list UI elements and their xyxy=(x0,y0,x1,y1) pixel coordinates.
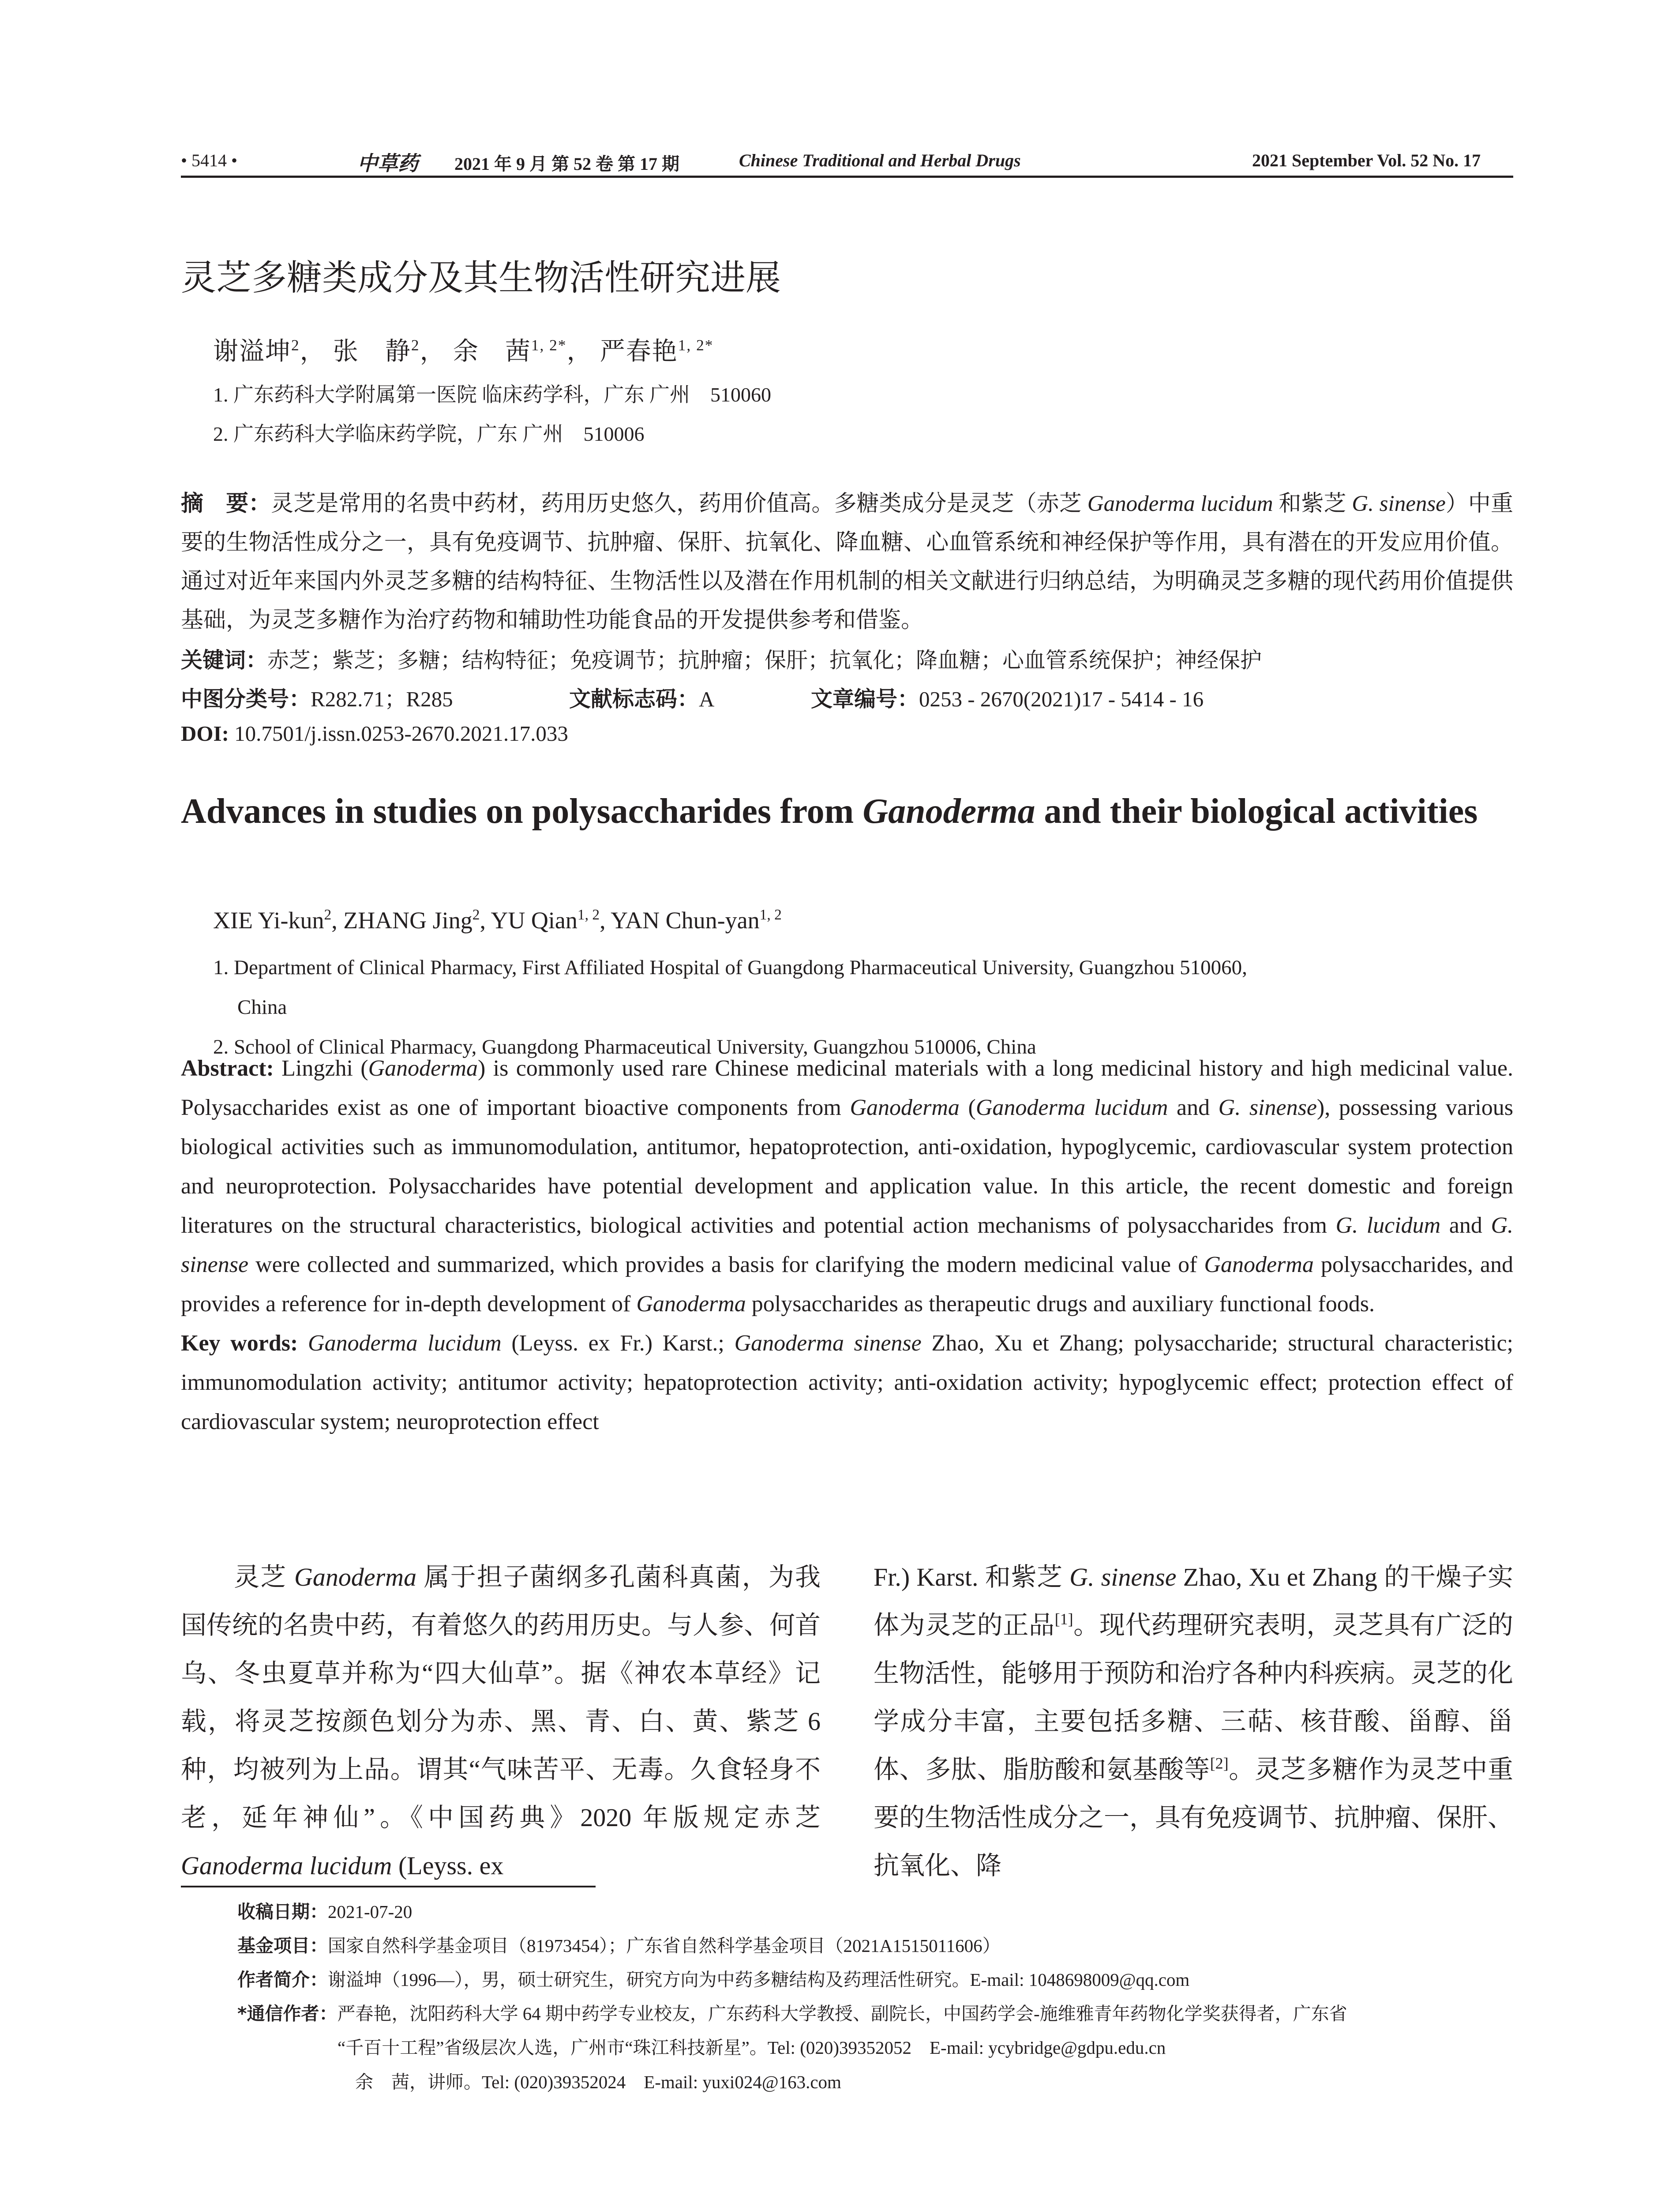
en-keywords-label: Key words: xyxy=(181,1331,298,1356)
page-number: • 5414 • xyxy=(181,150,238,170)
species-name: Ganoderma xyxy=(294,1563,417,1591)
cn-abstract-label: 摘 要： xyxy=(181,491,271,517)
body-column-left xyxy=(181,1553,821,1890)
en-author-sup: 1, 2 xyxy=(577,906,600,923)
en-abstract-text: polysaccharides, and provides a reference for in-depth development of xyxy=(181,1252,1513,1317)
issue-en: 2021 September Vol. 52 No. 17 xyxy=(1252,150,1481,170)
cn-author-sup: 2 xyxy=(291,336,300,354)
cn-affiliation-2: 2. 广东药科大学临床药学院，广东 广州 510006 xyxy=(213,423,645,445)
footnote-label: 基金项目： xyxy=(237,1935,328,1956)
en-abstract-text: Lingzhi ( xyxy=(274,1056,368,1081)
footnote-label: 收稿日期： xyxy=(237,1901,328,1922)
body-text: 属于担子菌纲多孔菌科真菌，为我国传统的名贵中药，有着悠久的药用历史。与人参、何首乌、冬虫夏草并称为“四大仙草”。据《神农本草经》记载，将灵芝按颜色划分为赤、黑、青、白、黄、紫芝 6 种，均被列为上品。谓其“气味苦平、无毒。久食轻身不老，延年神仙”。《中国药典》2020 年版规定赤芝 xyxy=(181,1563,821,1832)
article-no-label: 文章编号： xyxy=(811,687,919,712)
body-text: Fr.) Karst. 和紫芝 xyxy=(874,1563,1070,1591)
species-name: G. lucidum xyxy=(1335,1213,1441,1238)
citation-ref[interactable]: [1] xyxy=(1054,1610,1073,1628)
footnote-label: 作者简介： xyxy=(237,1969,328,1990)
en-abstract xyxy=(181,1049,1513,1441)
species-name: Ganoderma sinense xyxy=(734,1331,922,1356)
body-text: Zhao, Xu et Zhang 的干燥子实体为灵芝的正品 xyxy=(874,1563,1513,1639)
en-title-genus: Ganoderma xyxy=(862,792,1035,831)
en-affiliation-2: 2. School of Clinical Pharmacy, Guangdong Pharmaceutical University, Guangzhou 510006, China xyxy=(213,1035,1036,1058)
species-name: Ganoderma lucidum xyxy=(181,1851,392,1880)
footnote-corresponding-cont: “千百十工程”省级层次人选，广州市“珠江科技新星”。Tel: (020)39352052 E-mail: ycybridge@gdpu.edu.cn xyxy=(338,2037,1166,2058)
footnote-corresponding-2: 余 茜，讲师。Tel: (020)39352024 E-mail: yuxi024@163.com xyxy=(355,2072,841,2092)
doi-label: DOI: xyxy=(181,721,229,746)
footnote-corresponding xyxy=(237,1999,1347,2025)
cn-abstract-text: 灵芝是常用的名贵中药材，药用历史悠久，药用价值高。多糖类成分是灵芝（赤芝 xyxy=(271,491,1088,516)
en-author-sup: 2 xyxy=(324,906,332,923)
en-author-name: XIE Yi-kun xyxy=(213,907,324,934)
doi-line xyxy=(181,721,568,746)
doc-code xyxy=(569,682,714,713)
en-abstract-text: ( xyxy=(959,1095,976,1120)
clc-value: R282.71；R285 xyxy=(311,687,453,711)
cn-keywords-label: 关键词： xyxy=(181,648,268,673)
species-name: Ganoderma xyxy=(636,1291,746,1317)
en-keywords-text xyxy=(298,1331,308,1356)
en-keywords-text: (Leyss. ex Fr.) Karst.; xyxy=(501,1331,735,1356)
cn-author-name: 严春艳 xyxy=(600,338,678,365)
en-title-text: Advances in studies on polysaccharides from xyxy=(181,792,863,831)
species-name: G. sinense xyxy=(181,1213,1513,1277)
body-text: 。现代药理研究表明，灵芝具有广泛的生物活性，能够用于预防和治疗各种内科疾病。灵芝的化学成分丰富，主要包括多糖、三萜、核苷酸、甾醇、甾体、多肽、脂肪酸和氨基酸等 xyxy=(874,1611,1514,1784)
en-author-name: ZHANG Jing xyxy=(343,907,472,934)
cn-author-sup: 1, 2* xyxy=(678,336,714,354)
footnote-author-bio xyxy=(237,1965,1189,1991)
doi-value: 10.7501/j.issn.0253-2670.2021.17.033 xyxy=(234,721,568,746)
species-name: G. sinense xyxy=(1218,1095,1317,1120)
article-number xyxy=(811,682,1204,713)
species-name: G. sinense xyxy=(1069,1563,1177,1591)
footnote-text: 国家自然科学基金项目（81973454）；广东省自然科学基金项目（2021A1515011606） xyxy=(328,1936,1001,1956)
running-header xyxy=(181,141,1513,176)
cn-author-name: 张 静 xyxy=(333,338,411,365)
en-abstract-text: were collected and summarized, which provides a basis for clarifying the modern medicinal value of xyxy=(248,1252,1204,1277)
en-author-sup: 1, 2 xyxy=(759,906,782,923)
body-text: 灵芝 xyxy=(181,1563,294,1591)
species-name: Ganoderma lucidum xyxy=(975,1095,1168,1120)
en-author-name: YU Qian xyxy=(491,907,578,934)
cn-abstract-text: ）中重要的生物活性成分之一，具有免疫调节、抗肿瘤、保肝、抗氧化、降血糖、心血管系统和神经保护等作用，具有潜在的开发应用价值。通过对近年来国内外灵芝多糖的结构特征、生物活性以及潜在作用机制的相关文献进行归纳总结，为明确灵芝多糖的现代药用价值提供基础，为灵芝多糖作为治疗药物和辅助性功能食品的开发提供参考和借鉴。 xyxy=(181,491,1513,633)
en-abstract-text: ), possessing various biological activities such as immunomodulation, antitumor, hepatoprotection, anti-oxidation, hypoglycemic, cardiovascular system protection and neuroprotection. Polysaccharides have potential development and application value. In this article, the recent domestic and foreign literatures on the structural characteristics, biological activities and potential action mechanisms of polysaccharides from xyxy=(181,1095,1513,1238)
doc-code-value: A xyxy=(699,687,715,711)
en-keywords-text: Zhao, Xu et Zhang; polysaccharide; structural characteristic; immunomodulation activity; antitumor activity; hepatoprotection activity; anti-oxidation activity; hypoglycemic effect; protection effect of cardiovascular system; neuroprotection effect xyxy=(181,1331,1514,1434)
issue-cn: 2021 年 9 月 第 52 卷 第 17 期 xyxy=(454,154,679,174)
cn-keywords-text: 赤芝；紫芝；多糖；结构特征；免疫调节；抗肿瘤；保肝；抗氧化；降血糖；心血管系统保护；神经保护 xyxy=(267,648,1262,672)
cn-authors: 谢溢坤$^2$， 张 静$^2$， 余 茜$^{1, 2*}$， 严春艳$^{1, 2*}$ xyxy=(213,336,714,365)
species-name: Ganoderma xyxy=(850,1095,960,1120)
en-abstract-text: ) is commonly used rare Chinese medicinal materials with a long medicinal history and high medicinal value. Polysaccharides exist as one of important bioactive components from xyxy=(181,1056,1513,1120)
en-author-name: YAN Chun-yan xyxy=(611,907,760,934)
cn-author-name: 谢溢坤 xyxy=(213,338,291,365)
species-name: Ganoderma lucidum xyxy=(308,1331,502,1356)
en-authors: XIE Yi-kun$^2$, ZHANG Jing$^2$, YU Qian$^{1, 2}$, YAN Chun-yan$^{1, 2}$ xyxy=(213,906,782,934)
body-column-right xyxy=(874,1553,1513,1890)
cn-classification-line xyxy=(181,682,453,713)
cn-title: 灵芝多糖类成分及其生物活性研究进展 xyxy=(181,257,781,298)
citation-ref[interactable]: [2] xyxy=(1210,1754,1229,1772)
en-abstract-label: Abstract: xyxy=(181,1056,274,1081)
journal-name-en: Chinese Traditional and Herbal Drugs xyxy=(739,150,1021,170)
en-abstract-text: and xyxy=(1168,1095,1219,1120)
species-name: Ganoderma xyxy=(368,1056,478,1081)
en-author-sup: 2 xyxy=(472,906,480,923)
cn-abstract xyxy=(181,484,1513,640)
species-name: G. sinense xyxy=(1352,491,1446,516)
en-affiliation-1-cont: China xyxy=(237,996,287,1019)
body-text: 。灵芝多糖作为灵芝中重要的生物活性成分之一，具有免疫调节、抗肿瘤、保肝、抗氧化、降 xyxy=(874,1755,1514,1880)
en-title-text: and their biological activities xyxy=(1035,792,1478,831)
cn-affiliation-1: 1. 广东药科大学附属第一医院 临床药学科，广东 广州 510060 xyxy=(213,383,771,406)
clc-label: 中图分类号： xyxy=(181,687,311,712)
footnote-text: 2021-07-20 xyxy=(328,1902,412,1922)
body-text: (Leyss. ex xyxy=(392,1851,504,1880)
cn-keywords xyxy=(181,643,1262,674)
en-abstract-text: and xyxy=(1440,1213,1491,1238)
footnote-rule xyxy=(181,1886,596,1887)
species-name: Ganoderma xyxy=(1204,1252,1314,1277)
cn-abstract-text: 和紫芝 xyxy=(1273,491,1352,516)
footnote-received xyxy=(237,1897,412,1923)
en-affiliation-1: 1. Department of Clinical Pharmacy, First Affiliated Hospital of Guangdong Pharmaceutical University, Guangzhou 510060, xyxy=(213,956,1247,979)
en-title xyxy=(181,785,1513,837)
footnote-text: 谢溢坤（1996—），男，硕士研究生，研究方向为中药多糖结构及药理活性研究。E-mail: 1048698009@qq.com xyxy=(328,1970,1190,1990)
cn-author-name: 余 茜 xyxy=(453,338,531,365)
species-name: Ganoderma lucidum xyxy=(1087,491,1273,516)
doc-code-label: 文献标志码： xyxy=(569,687,699,712)
footnote-text: 严春艳，沈阳药科大学 64 期中药学专业校友，广东药科大学教授、副院长，中国药学会-施维雅青年药物化学奖获得者，广东省 xyxy=(337,2003,1347,2024)
article-no-value: 0253 - 2670(2021)17 - 5414 - 16 xyxy=(919,687,1204,711)
en-abstract-text: polysaccharides as therapeutic drugs and auxiliary functional foods. xyxy=(746,1291,1375,1317)
footnote-fund xyxy=(237,1931,1001,1957)
cn-author-sup: 2 xyxy=(411,336,420,354)
header-rule xyxy=(181,176,1513,178)
journal-name-cn: 中草药 xyxy=(357,151,418,175)
cn-author-sup: 1, 2* xyxy=(531,336,567,354)
footnote-label: *通信作者： xyxy=(237,2003,338,2024)
